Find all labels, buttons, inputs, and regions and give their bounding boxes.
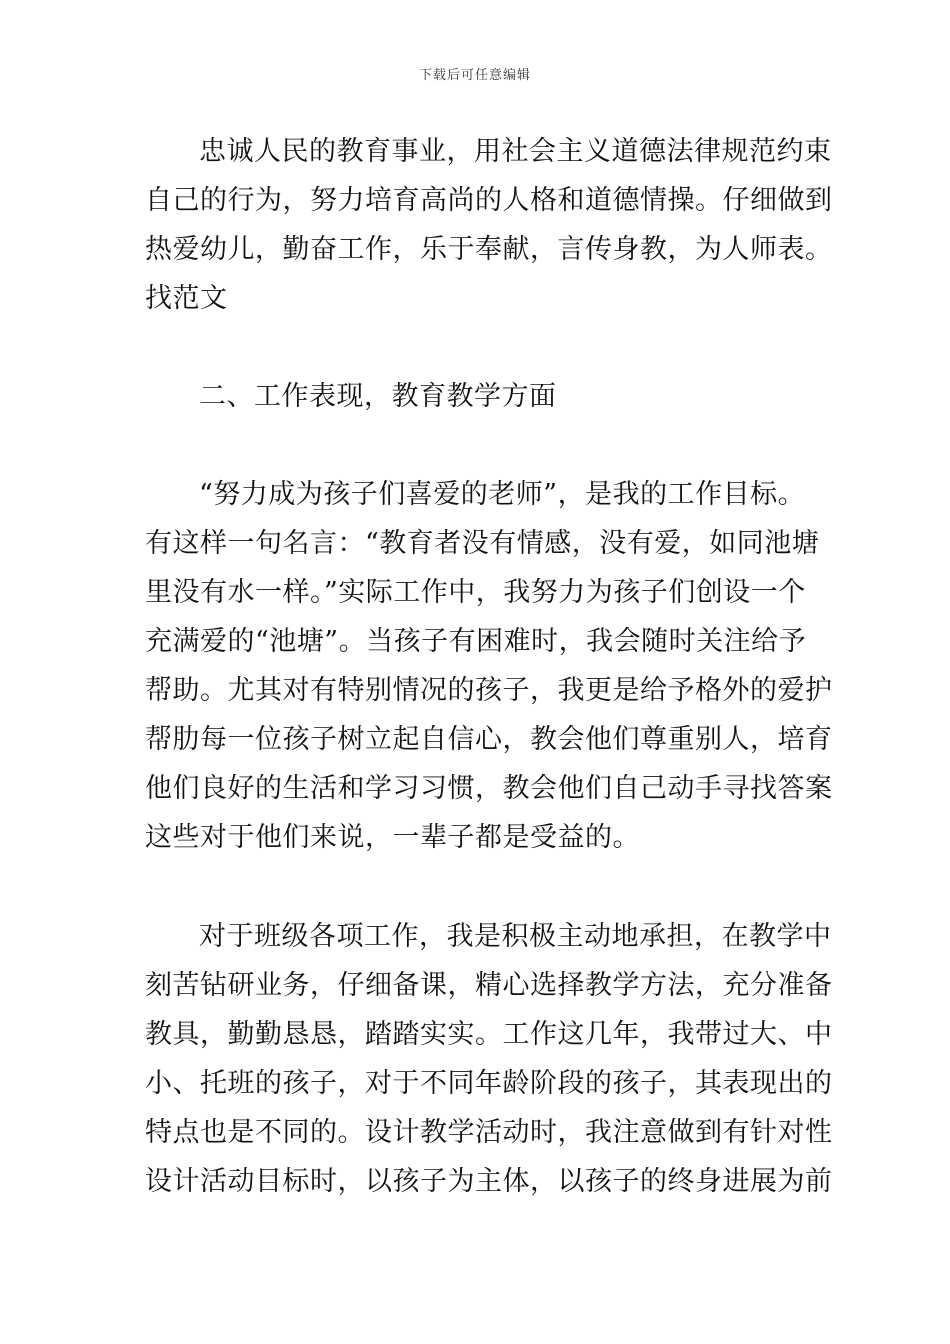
text-line: 有这样一句名言：“教育者没有情感，没有爱，如同池塘 bbox=[145, 528, 820, 559]
text-line: 忠诚人民的教育事业，用社会主义道德法律规范约束 bbox=[199, 136, 832, 167]
text-line: 找范文 bbox=[145, 283, 228, 314]
page-header: 下载后可任意编辑 bbox=[418, 68, 531, 83]
text-line: 刻苦钻研业务，仔细备课，精心选择教学方法，充分准备 bbox=[145, 970, 833, 1001]
text-line: 自己的行为，努力培育高尚的人格和道德情操。仔细做到 bbox=[145, 185, 833, 216]
text-line: 这些对于他们来说，一辈子都是受益的。 bbox=[145, 822, 640, 853]
text-line: 里没有水一样。”实际工作中，我努力为孩子们创设一个 bbox=[145, 577, 806, 608]
text-line: 小、托班的孩子，对于不同年龄阶段的孩子，其表现出的 bbox=[145, 1068, 833, 1099]
text-line: 二、工作表现，教育教学方面 bbox=[199, 381, 557, 412]
text-line: 充满爱的“池塘”。当孩子有困难时，我会随时关注给予 bbox=[145, 626, 807, 657]
text-line: 他们良好的生活和学习习惯，教会他们自己动手寻找答案 bbox=[145, 773, 833, 804]
text-line: 对于班级各项工作，我是积极主动地承担，在教学中 bbox=[199, 921, 832, 952]
paragraph-3 bbox=[145, 470, 833, 862]
text-line: 教具，勤勤恳恳，踏踏实实。工作这几年，我带过大、中 bbox=[145, 1019, 833, 1050]
text-line: 热爱幼儿，勤奋工作，乐于奉献，言传身教，为人师表。 bbox=[145, 234, 833, 265]
paragraph-4 bbox=[145, 912, 833, 1206]
text-line: 帮肋每一位孩子树立起自信心，教会他们尊重别人，培育 bbox=[145, 724, 833, 755]
section-heading bbox=[145, 372, 810, 421]
text-line: 特点也是不同的。设计教学活动时，我注意做到有针对性 bbox=[145, 1117, 833, 1148]
text-line: 设计活动目标时，以孩子为主体，以孩子的终身进展为前 bbox=[145, 1166, 833, 1197]
text-line: 帮助。尤其对有特别情况的孩子，我更是给予格外的爱护 bbox=[145, 675, 833, 706]
text-line: “努力成为孩子们喜爱的老师”，是我的工作目标。 bbox=[199, 479, 806, 510]
paragraph-1 bbox=[145, 127, 833, 323]
